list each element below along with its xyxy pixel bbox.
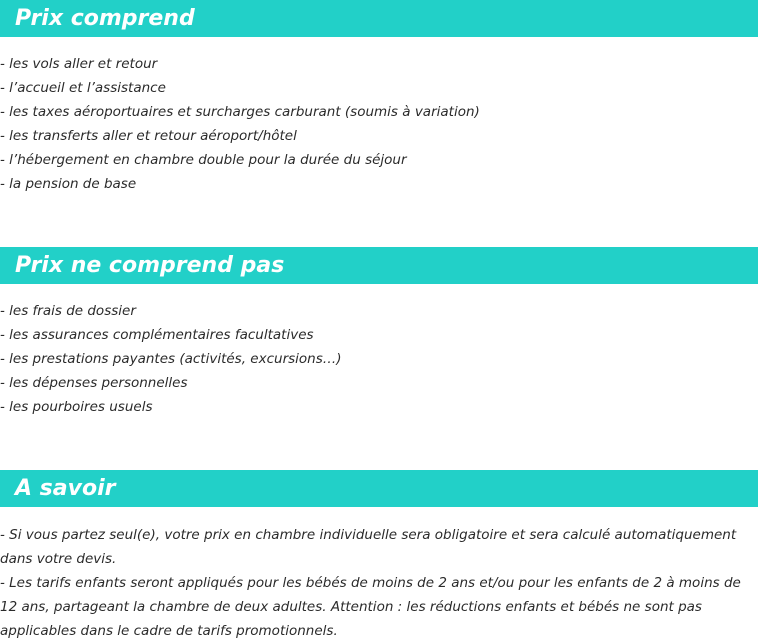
good-to-know-text bbox=[0, 523, 758, 643]
list-item: - les taxes aéroportuaires et surcharges carburant (soumis à variation) bbox=[0, 104, 480, 120]
list-item: - la pension de base bbox=[0, 176, 137, 192]
section-header-not-included bbox=[0, 247, 758, 284]
section-title-good-to-know: A savoir bbox=[15, 476, 116, 501]
section-title-not-included: Prix ne comprend pas bbox=[15, 253, 285, 278]
list-item: - l’hébergement en chambre double pour la durée du séjour bbox=[0, 152, 407, 168]
section-title-included: Prix comprend bbox=[15, 6, 195, 31]
info-paragraph: - Les tarifs enfants seront appliqués pour les bébés de moins de 2 ans et/ou pour les enfants de 2 à moins de 12 ans, partageant la chambre de deux adultes. Attention : les réductions enfants et bébés ne sont pas applicables dans le cadre de tarifs promotionnels. bbox=[0, 575, 741, 639]
section-header-good-to-know bbox=[0, 470, 758, 507]
list-item: - les dépenses personnelles bbox=[0, 375, 188, 391]
info-paragraph: - Si vous partez seul(e), votre prix en chambre individuelle sera obligatoire et sera calculé automatiquement dans votre devis. bbox=[0, 527, 737, 567]
included-list bbox=[0, 52, 758, 196]
list-item: - les assurances complémentaires facultatives bbox=[0, 327, 314, 343]
list-item: - les prestations payantes (activités, excursions…) bbox=[0, 351, 342, 367]
list-item: - l’accueil et l’assistance bbox=[0, 80, 166, 96]
list-item: - les vols aller et retour bbox=[0, 56, 158, 72]
not-included-list bbox=[0, 299, 758, 419]
list-item: - les frais de dossier bbox=[0, 303, 136, 319]
list-item: - les transferts aller et retour aéroport/hôtel bbox=[0, 128, 297, 144]
list-item: - les pourboires usuels bbox=[0, 399, 153, 415]
section-header-included bbox=[0, 0, 758, 37]
